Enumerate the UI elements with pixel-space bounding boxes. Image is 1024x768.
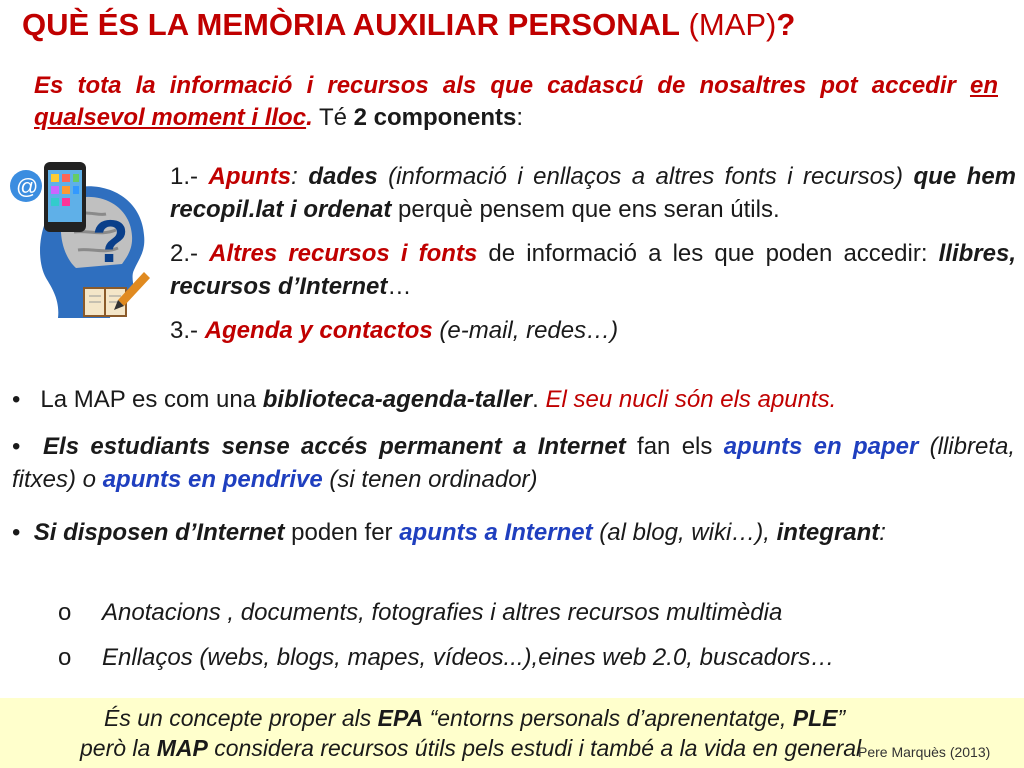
footer-text: ” [837, 705, 846, 731]
footer-bold: EPA [377, 705, 424, 731]
bullet-dot: • [12, 433, 21, 460]
sub-item-1 [58, 596, 1008, 629]
intro-period: . [306, 104, 313, 131]
component-text: de informació a les que poden accedir: [477, 240, 939, 267]
bullet-item-3 [12, 516, 1015, 549]
component-bold: dades [308, 163, 378, 190]
bullet-text: . [532, 386, 546, 413]
bullet-dot: • [12, 519, 21, 546]
component-item-1 [170, 160, 1016, 226]
component-item-3 [170, 314, 1016, 347]
page-title [22, 6, 1012, 44]
bullet-dot: • [12, 386, 21, 413]
bullet-text: : [879, 519, 886, 546]
bullet-highlight: apunts en paper [723, 433, 919, 460]
component-text: (e-mail, redes…) [432, 317, 619, 344]
intro-components-count: 2 components [353, 104, 517, 131]
intro-text: Es tota la informació i recursos als que cadascú de nosaltres pot accedir [34, 72, 956, 99]
component-name: Altres recursos i fonts [209, 240, 478, 267]
component-text: … [387, 273, 412, 300]
footer-text: considera recursos útils pels estudi i també a la vida en general [207, 735, 862, 761]
sub-marker: o [58, 599, 72, 626]
bullet-bold: integrant [776, 519, 880, 546]
bullet-text: poden fer [284, 519, 400, 546]
intro-colon: : [516, 104, 524, 131]
title-acronym: (MAP) [688, 7, 777, 42]
sub-text: Enllaços (webs, blogs, mapes, vídeos...),eines web 2.0, buscadors… [102, 644, 835, 671]
bullet-text: fan els [625, 433, 724, 460]
component-text: (informació i enllaços a altres fonts i recursos) [377, 163, 914, 190]
author-credit: Pere Marquès (2013) [858, 744, 991, 760]
component-bold: llibres, recursos d’Internet [170, 240, 1016, 300]
bullet-text: (si tenen ordinador) [322, 466, 538, 493]
bullet-text: (al blog, wiki…), [592, 519, 777, 546]
footer-line-1 [104, 704, 845, 732]
brain-phone-illustration-icon [6, 160, 156, 320]
bullet-bold: Si disposen d’Internet [20, 519, 285, 546]
sub-text: Anotacions , documents, fotografies i altres recursos multimèdia [102, 599, 783, 626]
intro-te: Té [312, 104, 354, 131]
component-name: Apunts [208, 163, 292, 190]
component-colon: : [291, 163, 309, 190]
component-number: 3.- [170, 317, 205, 344]
footer-line-2 [80, 734, 861, 762]
component-text: perquè pensem que ens seran útils. [391, 196, 780, 223]
bullet-text: La MAP es com una [20, 386, 263, 413]
sub-marker: o [58, 644, 72, 671]
bullet-highlight: apunts en pendrive [102, 466, 323, 493]
title-main: QUÈ ÉS LA MEMÒRIA AUXILIAR PERSONAL [22, 7, 680, 42]
component-name: Agenda y contactos [204, 317, 433, 344]
bullet-highlight: El seu nucli són els apunts. [545, 386, 837, 413]
footer-text: És un concepte proper als [104, 705, 378, 731]
component-number: 1.- [170, 163, 209, 190]
bullet-item-1 [12, 383, 1015, 416]
svg-text:?: ? [92, 208, 129, 275]
bullet-text: (llibreta, fitxes) o [12, 433, 1016, 493]
footer-text: però la [80, 735, 157, 761]
footer-bold: MAP [156, 735, 208, 761]
component-bold: que hem recopil.lat i ordenat [170, 163, 1017, 223]
component-number: 2.- [170, 240, 210, 267]
footer-note [0, 698, 1024, 768]
svg-text:@: @ [16, 174, 39, 199]
sub-item-2 [58, 641, 1008, 674]
title-question-mark: ? [776, 7, 796, 42]
intro-underlined: en qualsevol moment i lloc [34, 72, 998, 131]
footer-bold: PLE [792, 705, 838, 731]
component-item-2 [170, 237, 1016, 303]
bullet-item-2 [12, 430, 1015, 496]
bullet-bold: biblioteca-agenda-taller [262, 386, 533, 413]
bullet-highlight: apunts a Internet [399, 519, 593, 546]
footer-text: “entorns personals d’aprenentatge, [423, 705, 793, 731]
bullet-bold: Els estudiants sense accés permanent a Internet [20, 433, 626, 460]
intro-paragraph [34, 70, 998, 134]
